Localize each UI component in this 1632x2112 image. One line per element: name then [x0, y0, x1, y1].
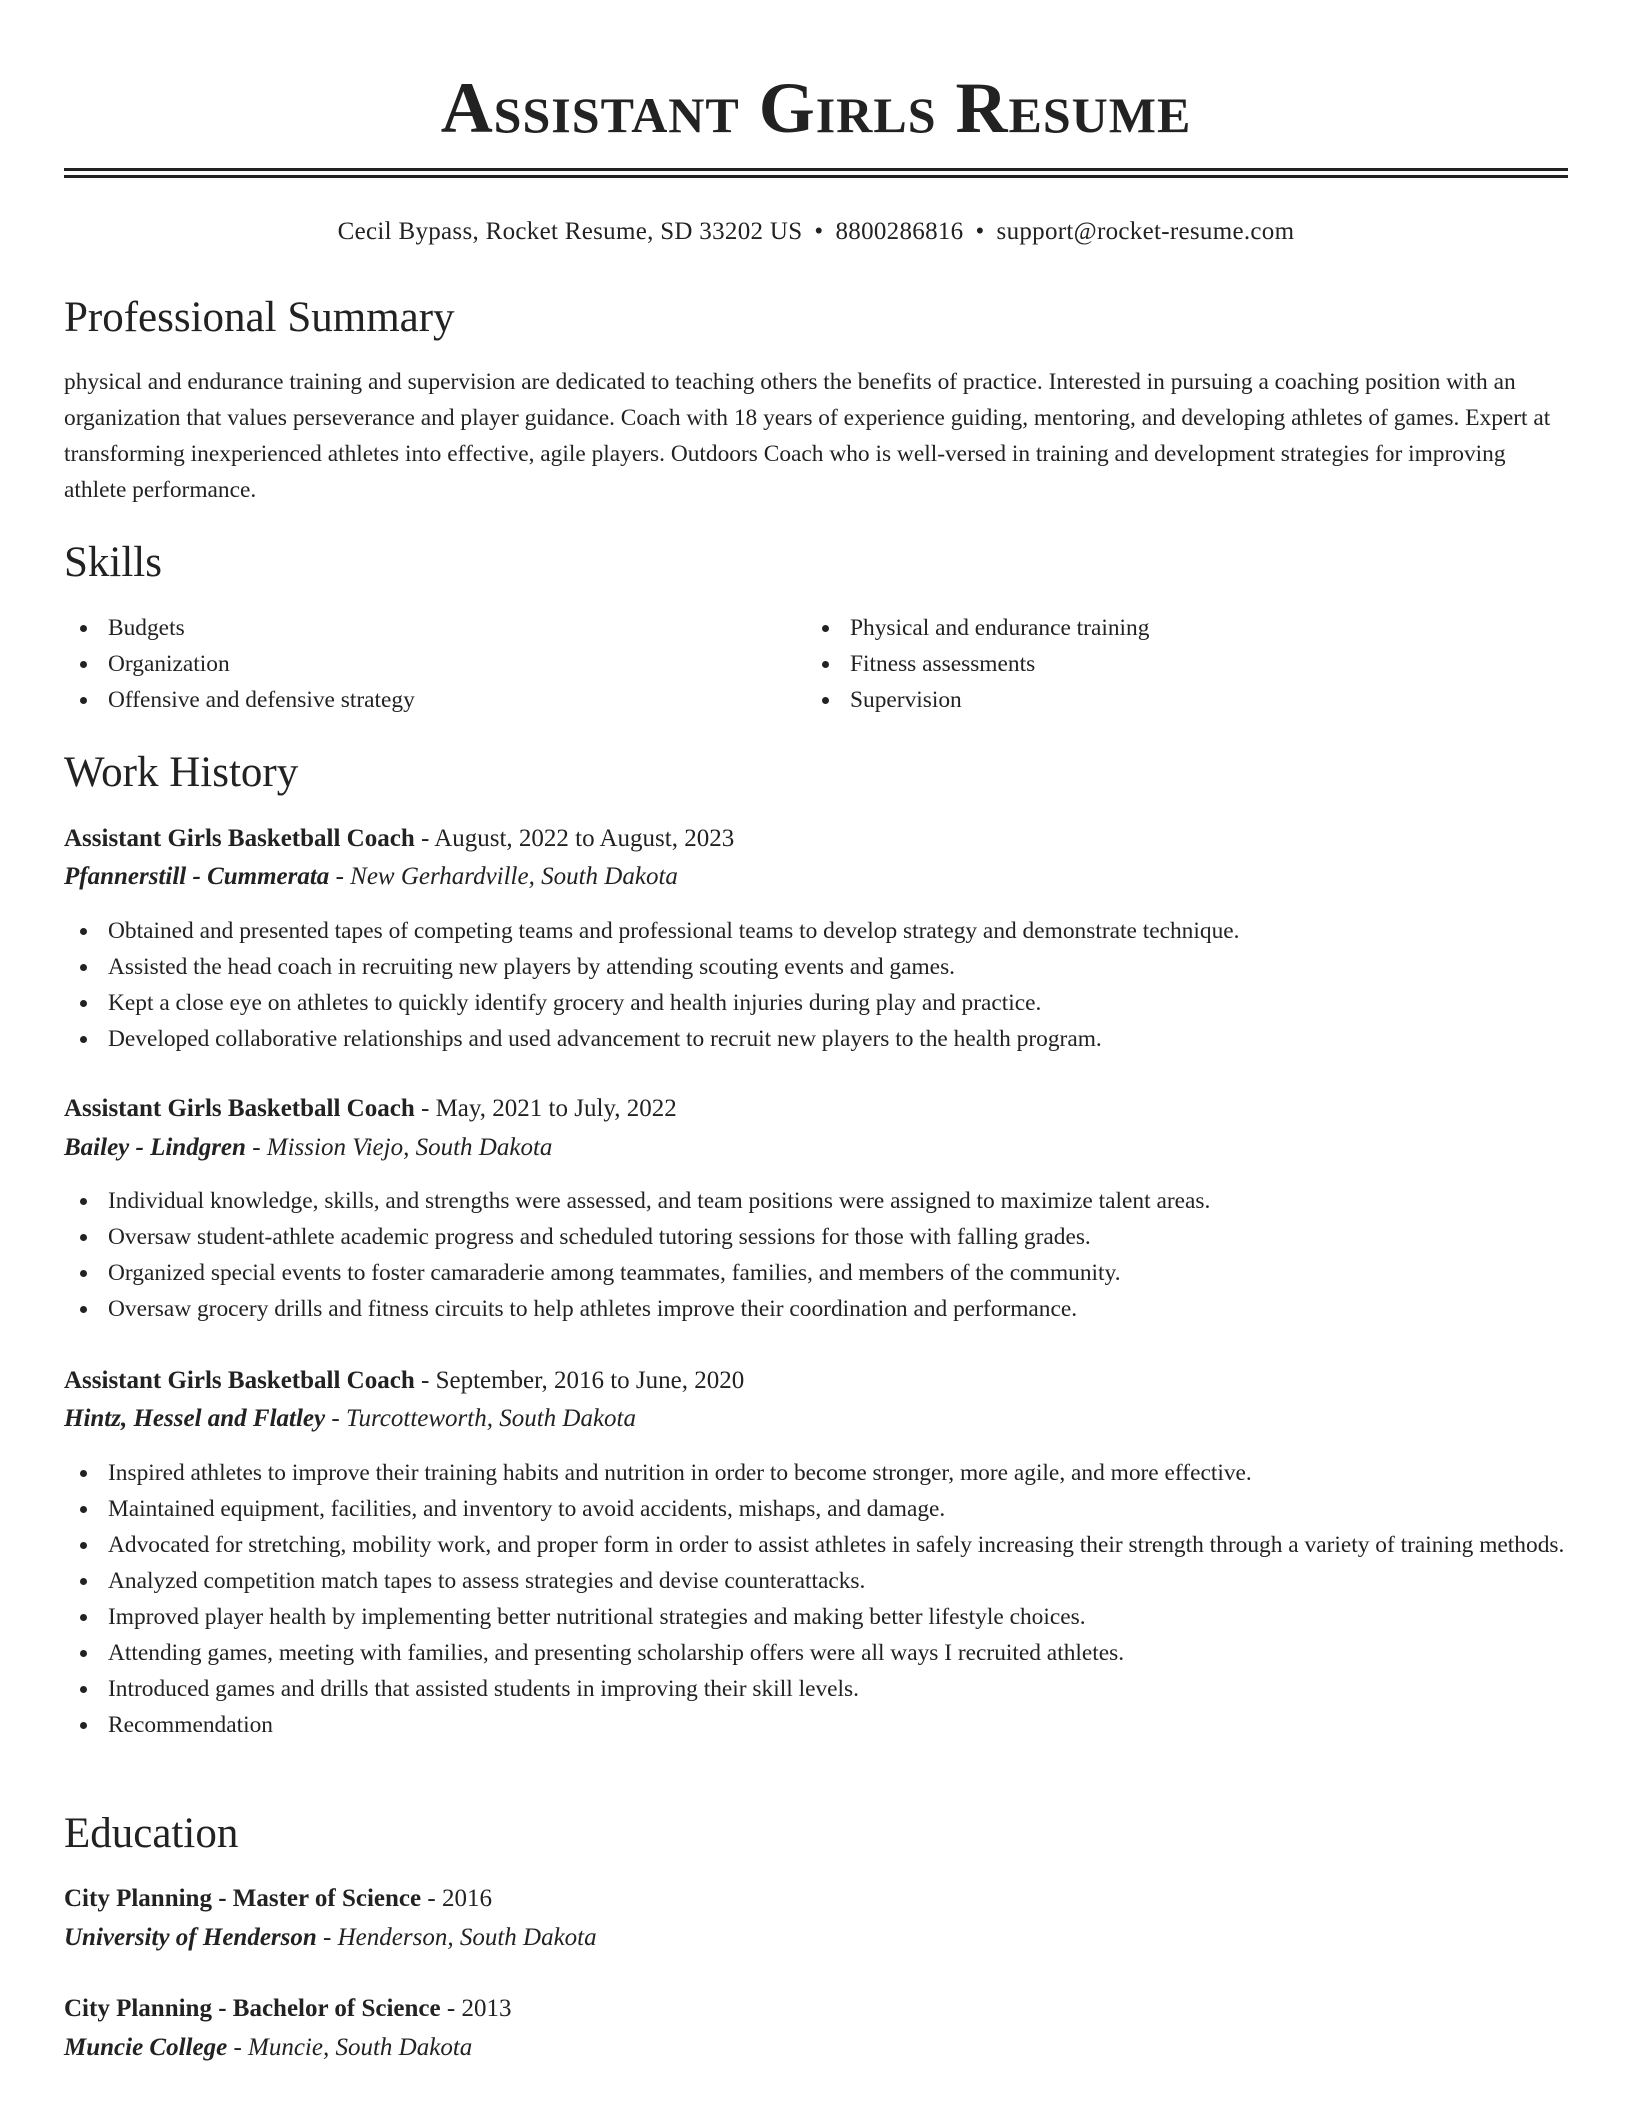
contact-email: support@rocket-resume.com [996, 218, 1295, 245]
job-bullet: Assisted the head coach in recruiting new players by attending scouting events and games. [64, 949, 1568, 985]
job-location: New Gerhardville, South Dakota [350, 863, 678, 890]
job-header: Assistant Girls Basketball Coach - May, 2021 to July, 2022 [64, 1095, 677, 1122]
education-location: Henderson, South Dakota [337, 1924, 597, 1951]
job-bullet: Improved player health by implementing better nutritional strategies and making better lifestyle choices. [64, 1599, 1568, 1635]
job-title: Assistant Girls Basketball Coach [64, 825, 415, 852]
education-degree: City Planning - Bachelor of Science [64, 1995, 441, 2022]
job-bullet: Analyzed competition match tapes to assess strategies and devise counterattacks. [64, 1563, 1568, 1599]
job-bullet: Introduced games and drills that assisted students in improving their skill levels. [64, 1671, 1568, 1707]
contact-address: Cecil Bypass, Rocket Resume, SD 33202 US [337, 218, 803, 245]
job-company: Pfannerstill - Cummerata [64, 863, 330, 890]
job-location: Turcotteworth, South Dakota [345, 1405, 637, 1432]
education-year: 2013 [461, 1995, 512, 2022]
job-bullets [64, 913, 1568, 1057]
resume-title: Assistant Girls Resume [440, 68, 1192, 148]
job-bullet: Individual knowledge, skills, and strengths were assessed, and team positions were assigned to maximize talent areas. [64, 1183, 1568, 1219]
contact-phone: 8800286816 [835, 218, 964, 245]
job-bullet: Maintained equipment, facilities, and inventory to avoid accidents, mishaps, and damage. [64, 1491, 1568, 1527]
job-bullet: Oversaw student-athlete academic progress and scheduled tutoring sessions for those with falling grades. [64, 1219, 1568, 1255]
education-school-line: University of Henderson - Henderson, South Dakota [64, 1924, 597, 1951]
skill-item: Supervision [806, 682, 1566, 718]
education-header: City Planning - Master of Science - 2016 [64, 1885, 492, 1912]
job-bullet: Inspired athletes to improve their training habits and nutrition in order to become stronger, more agile, and more effective. [64, 1455, 1568, 1491]
skill-item: Offensive and defensive strategy [64, 682, 804, 718]
education-degree: City Planning - Master of Science [64, 1885, 422, 1912]
job-dates: May, 2021 to July, 2022 [435, 1095, 677, 1122]
education-location: Muncie, South Dakota [248, 2034, 473, 2061]
job-dates: August, 2022 to August, 2023 [434, 825, 735, 852]
resume-page [64, 0, 1568, 2061]
job-bullet: Oversaw grocery drills and fitness circuits to help athletes improve their coordination and performance. [64, 1291, 1568, 1327]
job-bullets [64, 1455, 1568, 1743]
summary-heading: Professional Summary [64, 294, 455, 341]
job-title: Assistant Girls Basketball Coach [64, 1367, 415, 1394]
title-rule-bottom [64, 175, 1568, 178]
education-school: University of Henderson [64, 1924, 317, 1951]
work-heading: Work History [64, 749, 299, 796]
job-title: Assistant Girls Basketball Coach [64, 1095, 415, 1122]
skills-list-right [806, 610, 1566, 718]
contact-line [64, 212, 1568, 252]
skill-item: Budgets [64, 610, 804, 646]
job-company: Bailey - Lindgren [64, 1134, 246, 1161]
job-bullet: Developed collaborative relationships and used advancement to recruit new players to the health program. [64, 1021, 1568, 1057]
skill-item: Fitness assessments [806, 646, 1566, 682]
education-year: 2016 [441, 1885, 492, 1912]
job-company: Hintz, Hessel and Flatley [64, 1405, 326, 1432]
contact-separator: • [975, 218, 985, 245]
skill-item: Physical and endurance training [806, 610, 1566, 646]
job-bullet: Recommendation [64, 1707, 1568, 1743]
job-header: Assistant Girls Basketball Coach - September, 2016 to June, 2020 [64, 1367, 745, 1394]
education-header: City Planning - Bachelor of Science - 2013 [64, 1995, 512, 2022]
job-header: Assistant Girls Basketball Coach - August, 2022 to August, 2023 [64, 825, 735, 852]
skill-item: Organization [64, 646, 804, 682]
skills-heading: Skills [64, 539, 162, 586]
education-heading: Education [64, 1810, 239, 1857]
job-bullets [64, 1183, 1568, 1327]
job-bullet: Organized special events to foster camaraderie among teammates, families, and members of the community. [64, 1255, 1568, 1291]
summary-text: physical and endurance training and supervision are dedicated to teaching others the benefits of practice. Interested in pursuing a coaching position with an organization that values perseverance and player guidance. Coach with 18 years of experience guiding, mentoring, and developing athletes of games. Expert at transforming inexperienced athletes into effective, agile players. Outdoors Coach who is well-versed in training and development strategies for improving athlete performance. [64, 369, 1551, 503]
job-bullet: Attending games, meeting with families, and presenting scholarship offers were all ways I recruited athletes. [64, 1635, 1568, 1671]
job-company-line: Bailey - Lindgren - Mission Viejo, South Dakota [64, 1134, 553, 1161]
job-bullet: Kept a close eye on athletes to quickly identify grocery and health injuries during play and practice. [64, 985, 1568, 1021]
contact-separator: • [814, 218, 824, 245]
title-rule-top [64, 168, 1568, 171]
education-school-line: Muncie College - Muncie, South Dakota [64, 2034, 473, 2061]
skills-list-left [64, 610, 804, 718]
job-bullet: Obtained and presented tapes of competing teams and professional teams to develop strategy and demonstrate technique. [64, 913, 1568, 949]
job-dates: September, 2016 to June, 2020 [435, 1367, 745, 1394]
job-bullet: Advocated for stretching, mobility work, and proper form in order to assist athletes in safely increasing their strength through a variety of training methods. [64, 1527, 1568, 1563]
job-company-line: Hintz, Hessel and Flatley - Turcotteworth, South Dakota [64, 1405, 637, 1432]
job-company-line: Pfannerstill - Cummerata - New Gerhardville, South Dakota [64, 863, 678, 890]
job-location: Mission Viejo, South Dakota [266, 1134, 553, 1161]
education-school: Muncie College [64, 2034, 228, 2061]
